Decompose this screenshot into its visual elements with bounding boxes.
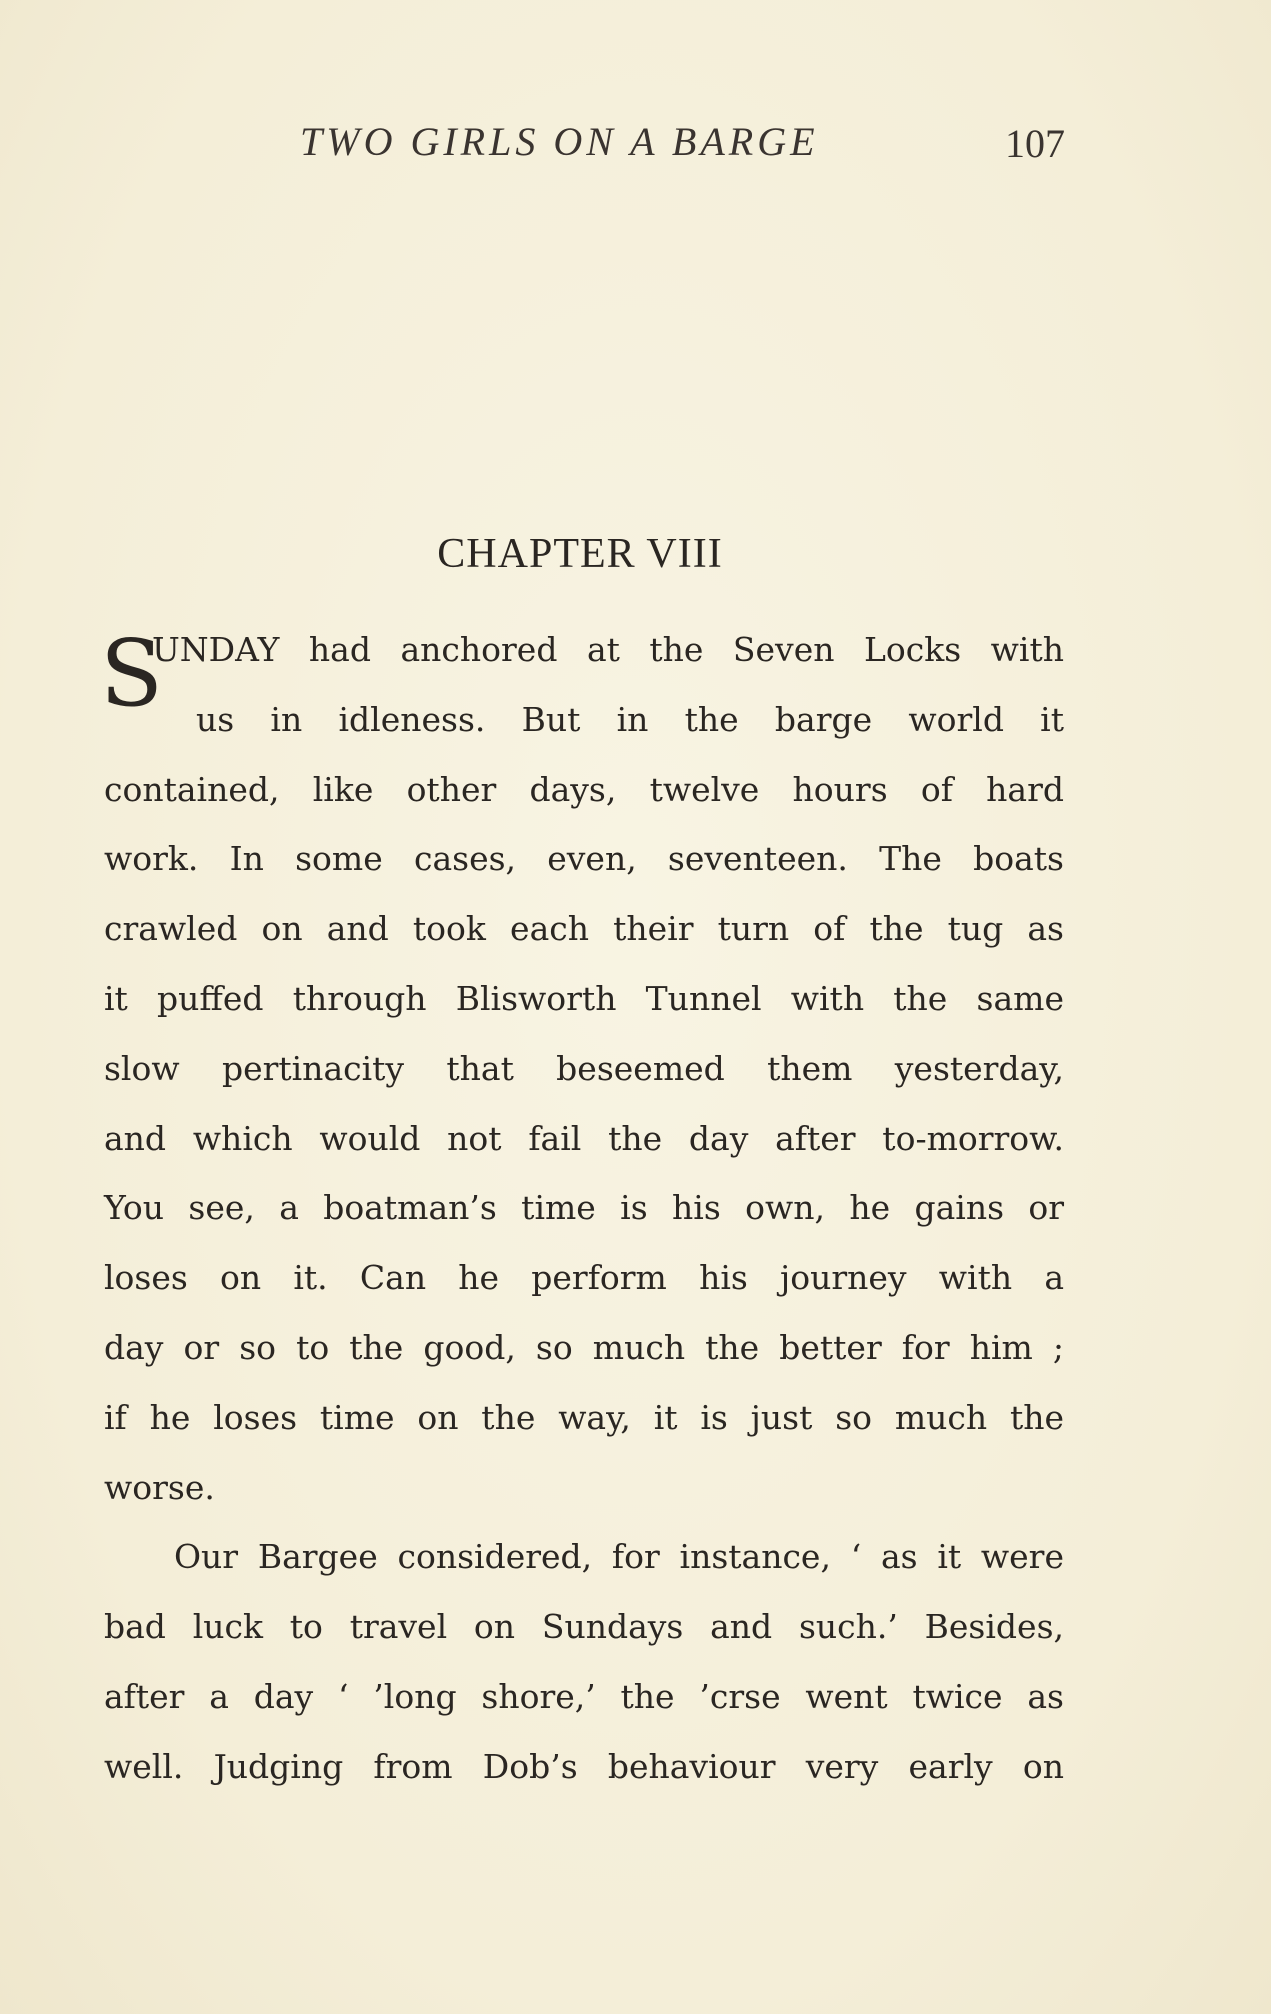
- body-text: [104, 615, 1064, 1802]
- text-line: well. Judging from Dob’s behaviour very early on: [104, 1746, 1064, 1786]
- paragraph-1-first-line: UNDAY had anchored at the Seven Locks with: [152, 630, 1064, 669]
- running-head: TWO GIRLS ON A BARGE: [300, 119, 819, 164]
- text-line: if he loses time on the way, it is just so much the: [104, 1397, 1064, 1437]
- text-line: work. In some cases, even, seventeen. The boats: [104, 839, 1064, 879]
- text-line: crawled on and took each their turn of the tug as: [104, 909, 1064, 949]
- text-line: it puffed through Blisworth Tunnel with the same: [104, 978, 1064, 1018]
- text-line: after a day ‘ ’long shore,’ the ’crse went twice as: [104, 1676, 1064, 1716]
- text-line: contained, like other days, twelve hours of hard: [104, 769, 1064, 809]
- text-line: us in idleness. But in the barge world it: [196, 699, 1064, 739]
- text-line: You see, a boatman’s time is his own, he gains or: [104, 1188, 1064, 1228]
- chapter-title: CHAPTER VIII: [437, 531, 723, 577]
- drop-cap: S: [100, 620, 164, 727]
- text-line-spacer: [104, 615, 1064, 685]
- text-line: slow pertinacity that beseemed them yesterday,: [104, 1048, 1064, 1088]
- page-number: 107: [1005, 121, 1065, 166]
- text-line: worse.: [104, 1467, 215, 1507]
- text-line: day or so to the good, so much the better for him ;: [104, 1327, 1064, 1367]
- text-line: loses on it. Can he perform his journey with a: [104, 1258, 1064, 1298]
- text-line: Our Bargee considered, for instance, ‘ as it were: [174, 1537, 1064, 1577]
- text-line: bad luck to travel on Sundays and such.’ Besides,: [104, 1607, 1064, 1647]
- text-line: and which would not fail the day after to-morrow.: [104, 1118, 1064, 1158]
